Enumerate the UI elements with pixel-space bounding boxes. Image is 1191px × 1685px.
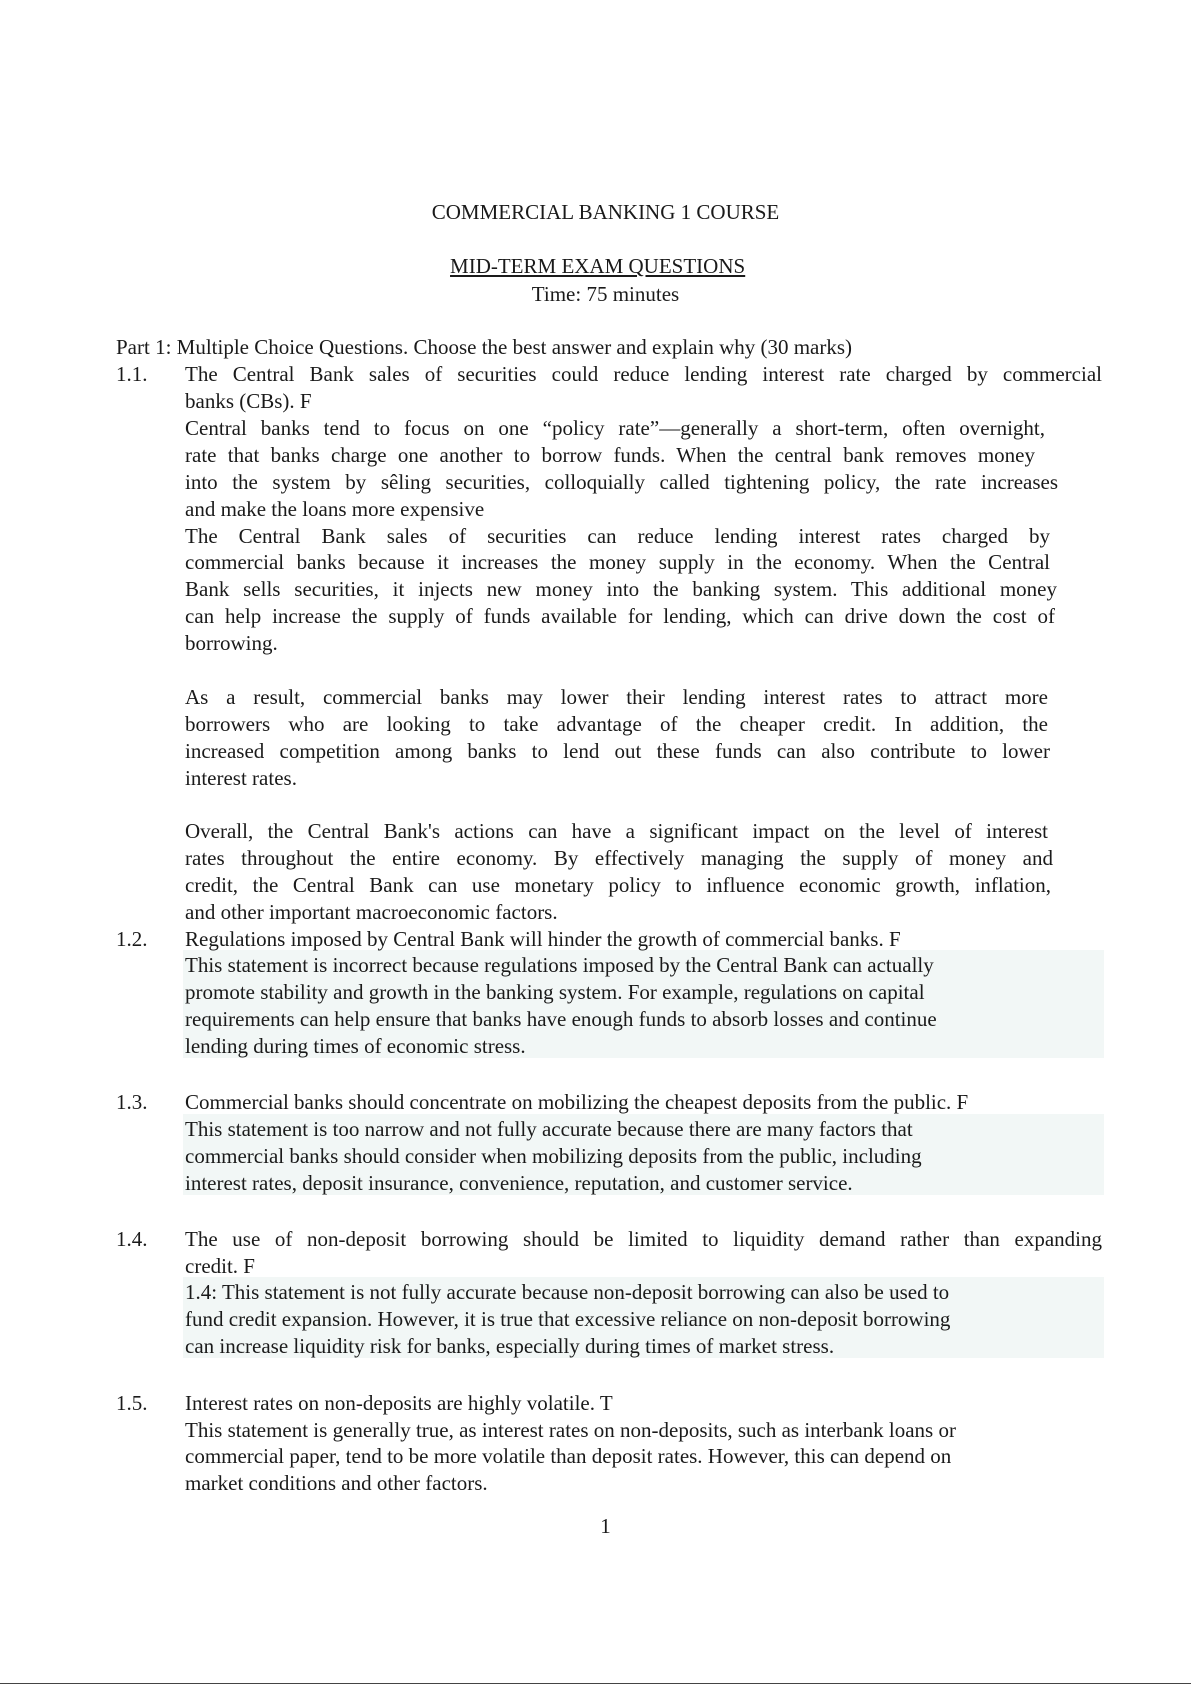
answer-line: requirements can help ensure that banks have enough funds to absorb losses and continue <box>185 1007 937 1031</box>
answer-line: interest rates. <box>185 766 297 790</box>
answer-line: increased competition among banks to lend out these funds can also contribute to lower <box>185 739 1050 763</box>
answer-line: borrowing. <box>185 631 278 655</box>
question-number: 1.5. <box>116 1391 148 1415</box>
question-1-1-line-1: The Central Bank sales of securities could reduce lending interest rate charged by commercial <box>185 362 1102 386</box>
question-1-3: Commercial banks should concentrate on mobilizing the cheapest deposits from the public. F <box>185 1090 969 1114</box>
page-bottom-rule <box>0 1683 1191 1684</box>
exam-time: Time: 75 minutes <box>531 282 680 306</box>
page-number: 1 <box>600 1514 611 1538</box>
answer-line: rate that banks charge one another to borrow funds. When the central bank removes money <box>185 443 1035 467</box>
answer-line: rates throughout the entire economy. By effectively managing the supply of money and <box>185 846 1053 870</box>
question-number: 1.4. <box>116 1227 148 1251</box>
answer-line: Bank sells securities, it injects new money into the banking system. This additional money <box>185 577 1057 601</box>
answer-line: commercial banks because it increases the money supply in the economy. When the Central <box>185 550 1050 574</box>
question-1-4-line-1: The use of non-deposit borrowing should be limited to liquidity demand rather than expanding <box>185 1227 1102 1251</box>
answer-line: market conditions and other factors. <box>185 1471 488 1495</box>
answer-line: and other important macroeconomic factors. <box>185 900 558 924</box>
question-1-5: Interest rates on non-deposits are highly volatile. T <box>185 1391 613 1415</box>
question-number: 1.2. <box>116 927 148 951</box>
answer-line: Central banks tend to focus on one “policy rate”—generally a short-term, often overnight, <box>185 416 1045 440</box>
answer-line: As a result, commercial banks may lower their lending interest rates to attract more <box>185 685 1048 709</box>
answer-line: Overall, the Central Bank's actions can have a significant impact on the level of interest <box>185 819 1048 843</box>
exam-title-text: MID-TERM EXAM QUESTIONS <box>450 254 746 278</box>
answer-line: interest rates, deposit insurance, convenience, reputation, and customer service. <box>185 1171 853 1195</box>
question-number: 1.1. <box>116 362 148 386</box>
answer-line: This statement is incorrect because regulations imposed by the Central Bank can actually <box>185 953 934 977</box>
question-1-4-line-2: credit. F <box>185 1254 255 1278</box>
question-number: 1.3. <box>116 1090 148 1114</box>
answer-line: promote stability and growth in the banking system. For example, regulations on capital <box>185 980 925 1004</box>
answer-line: can help increase the supply of funds available for lending, which can drive down the cost of <box>185 604 1055 628</box>
answer-line: The Central Bank sales of securities can reduce lending interest rates charged by <box>185 524 1050 548</box>
part1-heading: Part 1: Multiple Choice Questions. Choose the best answer and explain why (30 marks) <box>116 335 853 359</box>
answer-line: 1.4: This statement is not fully accurate because non-deposit borrowing can also be used to <box>185 1280 950 1304</box>
answer-line: This statement is too narrow and not fully accurate because there are many factors that <box>185 1117 913 1141</box>
answer-line: borrowers who are looking to take advantage of the cheaper credit. In addition, the <box>185 712 1048 736</box>
answer-line: credit, the Central Bank can use monetary policy to influence economic growth, inflation, <box>185 873 1051 897</box>
answer-line: commercial banks should consider when mobilizing deposits from the public, including <box>185 1144 922 1168</box>
answer-line: This statement is generally true, as interest rates on non-deposits, such as interbank loans or <box>185 1418 956 1442</box>
answer-line: lending during times of economic stress. <box>185 1034 526 1058</box>
question-1-1-line-2: banks (CBs). F <box>185 389 312 413</box>
question-1-2: Regulations imposed by Central Bank will hinder the growth of commercial banks. F <box>185 927 901 951</box>
answer-line: fund credit expansion. However, it is true that excessive reliance on non-deposit borrowing <box>185 1307 951 1331</box>
exam-title <box>0 253 1191 280</box>
answer-line: into the system by sêling securities, colloquially called tightening policy, the rate increases <box>185 470 1058 494</box>
answer-line: can increase liquidity risk for banks, especially during times of market stress. <box>185 1334 835 1358</box>
answer-line: and make the loans more expensive <box>185 497 485 521</box>
course-title: COMMERCIAL BANKING 1 COURSE <box>431 200 780 224</box>
answer-line: commercial paper, tend to be more volatile than deposit rates. However, this can depend on <box>185 1444 952 1468</box>
